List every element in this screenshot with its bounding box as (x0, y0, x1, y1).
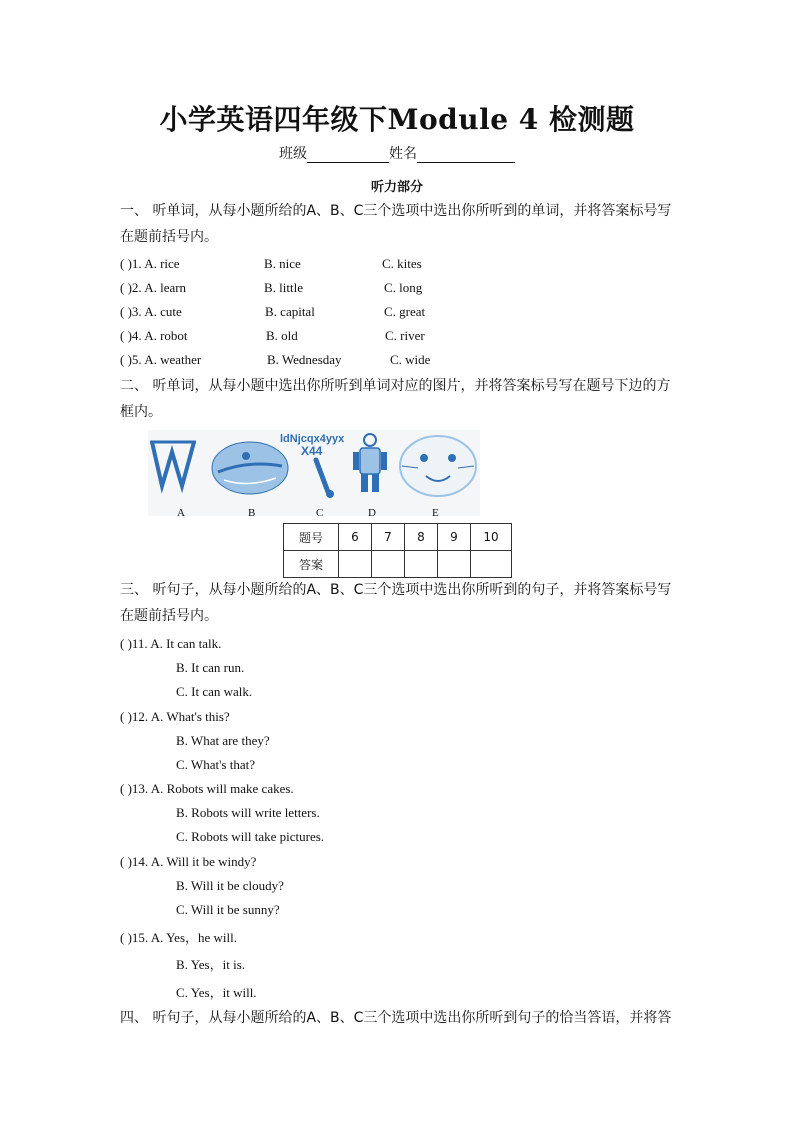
picture-strip-svg (148, 430, 480, 516)
table-number-10: 10 (471, 524, 512, 551)
name-label: 姓名 (389, 146, 417, 162)
picture-a-w-icon (150, 442, 196, 486)
part4-instruction-line1: 四、 听句子，从每小题所给的A、B、C三个选项中选出你所听到句子的恰当答语，并将答 (120, 1010, 672, 1026)
answer-table (283, 523, 512, 578)
picture-label-b: B (248, 507, 256, 519)
question-11-a: ( )11. A. It can talk. (120, 636, 222, 651)
question-13-b: B. Robots will write letters. (176, 805, 320, 820)
picture-c-thermometer-icon (280, 433, 345, 498)
answer-cell-6[interactable] (339, 551, 372, 578)
question-3-a: ( )3. A. cute (120, 304, 182, 319)
picture-c-caption-top: ldNjcqx4yyx (280, 433, 345, 445)
question-3-b: B. capital (265, 304, 315, 319)
question-14-c: C. Will it be sunny? (176, 902, 280, 917)
picture-b-river-icon (212, 442, 288, 494)
question-3-c: C. great (384, 304, 426, 319)
question-5-c: C. wide (390, 352, 431, 367)
answer-table-number-row (284, 524, 512, 551)
question-15-c: C. Yes，it will. (176, 985, 257, 1000)
class-blank[interactable] (307, 148, 389, 163)
picture-label-a: A (177, 507, 185, 519)
picture-label-d: D (368, 507, 376, 519)
picture-label-c: C (316, 507, 324, 519)
question-15-b: B. Yes，it is. (176, 957, 245, 972)
picture-strip (148, 430, 480, 516)
listening-heading: 听力部分 (370, 180, 423, 195)
picture-e-tiger-icon (400, 436, 476, 496)
question-1-a: ( )1. A. rice (120, 256, 180, 271)
question-14-b: B. Will it be cloudy? (176, 878, 284, 893)
picture-c-caption-bottom: X44 (301, 444, 323, 458)
question-4-b: B. old (266, 328, 298, 343)
answer-cell-7[interactable] (372, 551, 405, 578)
question-2-a: ( )2. A. learn (120, 280, 187, 295)
question-5-b: B. Wednesday (267, 352, 342, 367)
table-label-answer: 答案 (284, 551, 339, 578)
table-number-6: 6 (339, 524, 372, 551)
question-2-b: B. little (264, 280, 303, 295)
question-2-c: C. long (384, 280, 423, 295)
question-1-b: B. nice (264, 256, 301, 271)
table-label-number: 题号 (284, 524, 339, 551)
question-13-c: C. Robots will take pictures. (176, 829, 325, 844)
answer-cell-9[interactable] (438, 551, 471, 578)
question-11-c: C. It can walk. (176, 684, 253, 699)
answer-table-answer-row (284, 551, 512, 578)
table-number-8: 8 (405, 524, 438, 551)
answer-cell-8[interactable] (405, 551, 438, 578)
question-11-b: B. It can run. (176, 660, 245, 675)
question-12-b: B. What are they? (176, 733, 270, 748)
name-blank[interactable] (417, 148, 515, 163)
question-1-c: C. kites (382, 256, 422, 271)
picture-d-robot-icon (353, 434, 387, 492)
table-number-9: 9 (438, 524, 471, 551)
part1-instruction-line2: 在题前括号内。 (120, 229, 218, 245)
question-5-a: ( )5. A. weather (120, 352, 202, 367)
question-12-c: C. What's that? (176, 757, 256, 772)
student-info-line (0, 143, 794, 163)
picture-label-e: E (432, 507, 439, 519)
answer-cell-10[interactable] (471, 551, 512, 578)
part3-instruction-line1: 三、 听句子，从每小题所给的A、B、C三个选项中选出你所听到的句子，并将答案标号写 (120, 582, 672, 598)
question-4-c: C. river (385, 328, 425, 343)
question-15-a: ( )15. A. Yes，he will. (120, 930, 238, 945)
question-14-a: ( )14. A. Will it be windy? (120, 854, 257, 869)
question-4-a: ( )4. A. robot (120, 328, 188, 343)
page-title: 小学英语四年级下Module 4 检测题 (159, 103, 635, 136)
question-13-a: ( )13. A. Robots will make cakes. (120, 781, 294, 796)
part1-instruction-line1: 一、 听单词，从每小题所给的A、B、C三个选项中选出你所听到的单词，并将答案标号写 (120, 203, 672, 219)
part2-instruction-line1: 二、 听单词，从每小题中选出你所听到单词对应的图片，并将答案标号写在题号下边的方 (120, 378, 671, 394)
question-12-a: ( )12. A. What's this? (120, 709, 230, 724)
table-number-7: 7 (372, 524, 405, 551)
part3-instruction-line2: 在题前括号内。 (120, 608, 218, 624)
class-label: 班级 (279, 146, 307, 162)
part2-instruction-line2: 框内。 (120, 404, 162, 420)
